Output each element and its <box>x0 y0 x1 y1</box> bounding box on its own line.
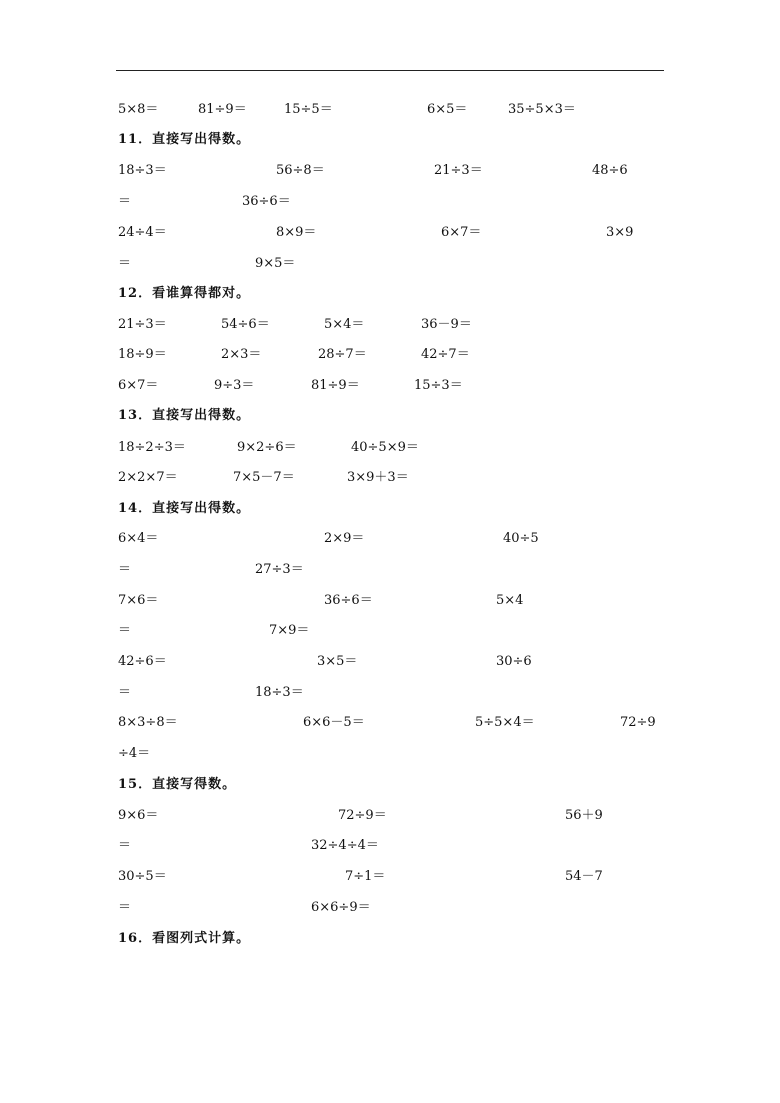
q14-expr: 7×6＝ <box>118 593 159 608</box>
q13-expr: 9×2÷6＝ <box>237 440 297 455</box>
q11-expr: ＝ <box>118 256 132 271</box>
q15-heading: 15．直接写得数。 <box>118 777 237 792</box>
q12-expr: 18÷9＝ <box>118 347 167 362</box>
q15-expr: 30÷5＝ <box>118 869 167 884</box>
q11-expr: 9×5＝ <box>255 256 296 271</box>
q11-expr: 8×9＝ <box>276 225 317 240</box>
q11-expr: 3×9 <box>606 225 634 240</box>
q15-expr: 54－7 <box>565 869 603 884</box>
q15-expr: 72÷9＝ <box>338 808 387 823</box>
header-rule <box>116 70 664 71</box>
q12-expr: 54÷6＝ <box>221 317 270 332</box>
q11-expr: 48÷6 <box>592 163 628 178</box>
q11-expr: 36÷6＝ <box>242 194 291 209</box>
expr-35d5x3: 35÷5×3＝ <box>508 102 576 117</box>
q12-expr: 9÷3＝ <box>214 378 255 393</box>
q15-expr: 56＋9 <box>565 808 603 823</box>
q12-expr: 15÷3＝ <box>414 378 463 393</box>
q15-expr: ＝ <box>118 838 132 853</box>
q15-expr: 6×6÷9＝ <box>311 900 371 915</box>
q14-expr: ＝ <box>118 562 132 577</box>
q15-expr: 7÷1＝ <box>345 869 386 884</box>
q14-expr: 40÷5 <box>503 531 539 546</box>
q14-expr: 2×9＝ <box>324 531 365 546</box>
q14-expr: 6×6－5＝ <box>303 715 365 730</box>
q14-expr: ＝ <box>118 685 132 700</box>
expr-81d9: 81÷9＝ <box>198 102 247 117</box>
q15-expr: 32÷4÷4＝ <box>311 838 379 853</box>
q12-heading: 12．看谁算得都对。 <box>118 286 251 301</box>
q14-expr: ÷4＝ <box>118 746 151 761</box>
q14-expr: 6×4＝ <box>118 531 159 546</box>
q13-heading: 13．直接写出得数。 <box>118 408 251 423</box>
q12-expr: 21÷3＝ <box>118 317 167 332</box>
q14-heading: 14．直接写出得数。 <box>118 501 251 516</box>
q14-expr: 30÷6 <box>496 654 532 669</box>
q15-expr: 9×6＝ <box>118 808 159 823</box>
q13-expr: 18÷2÷3＝ <box>118 440 186 455</box>
expr-15d5: 15÷5＝ <box>284 102 333 117</box>
q12-expr: 5×4＝ <box>324 317 365 332</box>
q14-expr: 27÷3＝ <box>255 562 304 577</box>
q14-expr: ＝ <box>118 623 132 638</box>
q14-expr: 36÷6＝ <box>324 593 373 608</box>
q14-expr: 5×4 <box>496 593 524 608</box>
q15-expr: ＝ <box>118 900 132 915</box>
q13-expr: 40÷5×9＝ <box>351 440 419 455</box>
q14-expr: 42÷6＝ <box>118 654 167 669</box>
q11-expr: 24÷4＝ <box>118 225 167 240</box>
q12-expr: 28÷7＝ <box>318 347 367 362</box>
q11-heading: 11．直接写出得数。 <box>118 132 251 147</box>
q16-heading: 16．看图列式计算。 <box>118 931 251 946</box>
q12-expr: 36－9＝ <box>421 317 472 332</box>
q11-expr: 6×7＝ <box>441 225 482 240</box>
expr-5x8: 5×8＝ <box>118 102 159 117</box>
q11-expr: 21÷3＝ <box>434 163 483 178</box>
q11-expr: 56÷8＝ <box>276 163 325 178</box>
q12-expr: 6×7＝ <box>118 378 159 393</box>
q12-expr: 81÷9＝ <box>311 378 360 393</box>
expr-6x5: 6×5＝ <box>427 102 468 117</box>
q13-expr: 3×9＋3＝ <box>347 470 409 485</box>
q14-expr: 5÷5×4＝ <box>475 715 535 730</box>
q12-expr: 42÷7＝ <box>421 347 470 362</box>
q14-expr: 8×3÷8＝ <box>118 715 178 730</box>
q11-expr: 18÷3＝ <box>118 163 167 178</box>
q14-expr: 7×9＝ <box>269 623 310 638</box>
q13-expr: 7×5－7＝ <box>233 470 295 485</box>
q14-expr: 72÷9 <box>620 715 656 730</box>
q14-expr: 3×5＝ <box>317 654 358 669</box>
q14-expr: 18÷3＝ <box>255 685 304 700</box>
q11-expr: ＝ <box>118 194 132 209</box>
q13-expr: 2×2×7＝ <box>118 470 178 485</box>
q12-expr: 2×3＝ <box>221 347 262 362</box>
